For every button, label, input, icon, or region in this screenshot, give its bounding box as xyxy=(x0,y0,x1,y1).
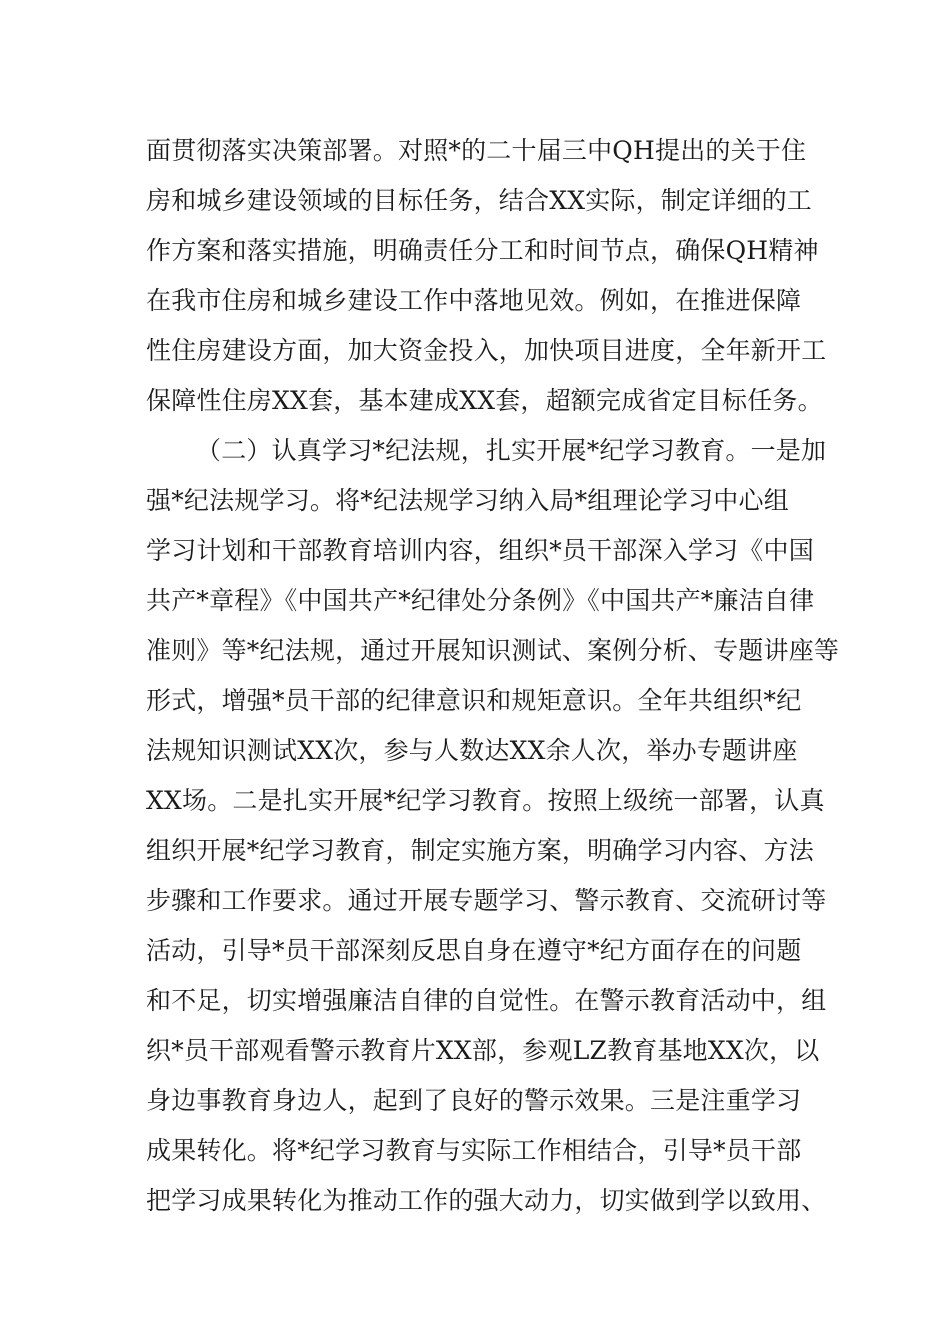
text-line: 性住房建设方面，加大资金投入，加快项目进度，全年新开工 xyxy=(146,336,827,365)
section-heading-line: （二）认真学习*纪法规，扎实开展*纪学习教育。一是加 xyxy=(196,436,827,465)
text-line: 学习计划和干部教育培训内容，组织*员干部深入学习《中国 xyxy=(146,536,814,565)
text-line: 把学习成果转化为推动工作的强大动力，切实做到学以致用、 xyxy=(146,1186,827,1215)
text-line: 身边事教育身边人，起到了良好的警示效果。三是注重学习 xyxy=(146,1086,802,1115)
text-line: 共产*章程》《中国共产*纪律处分条例》《中国共产*廉洁自律 xyxy=(146,586,815,615)
text-line: 强*纪法规学习。将*纪法规学习纳入局*组理论学习中心组 xyxy=(146,486,789,515)
text-line: 成果转化。将*纪学习教育与实际工作相结合，引导*员干部 xyxy=(146,1136,802,1165)
text-line: XX场。二是扎实开展*纪学习教育。按照上级统一部署，认真 xyxy=(146,786,825,815)
text-line: 准则》等*纪法规，通过开展知识测试、案例分析、专题讲座等 xyxy=(146,636,840,665)
body-text xyxy=(146,126,840,1226)
text-line: 房和城乡建设领域的目标任务，结合XX实际，制定详细的工 xyxy=(146,186,812,215)
text-line: 保障性住房XX套，基本建成XX套，超额完成省定目标任务。 xyxy=(146,386,823,415)
text-line: 活动，引导*员干部深刻反思自身在遵守*纪方面存在的问题 xyxy=(146,936,802,965)
text-line: 形式，增强*员干部的纪律意识和规矩意识。全年共组织*纪 xyxy=(146,686,802,715)
text-line: 织*员干部观看警示教育片XX部，参观LZ教育基地XX次，以 xyxy=(146,1036,820,1065)
text-line: 作方案和落实措施，明确责任分工和时间节点，确保QH精神 xyxy=(146,236,819,265)
text-line: 在我市住房和城乡建设工作中落地见效。例如，在推进保障 xyxy=(146,286,802,315)
text-line: 法规知识测试XX次，参与人数达XX余人次，举办专题讲座 xyxy=(146,736,798,765)
text-line: 步骤和工作要求。通过开展专题学习、警示教育、交流研讨等 xyxy=(146,886,827,915)
text-line: 面贯彻落实决策部署。对照*的二十届三中QH提出的关于住 xyxy=(146,136,807,165)
text-line: 和不足，切实增强廉洁自律的自觉性。在警示教育活动中，组 xyxy=(146,986,827,1015)
text-line: 组织开展*纪学习教育，制定实施方案，明确学习内容、方法 xyxy=(146,836,814,865)
